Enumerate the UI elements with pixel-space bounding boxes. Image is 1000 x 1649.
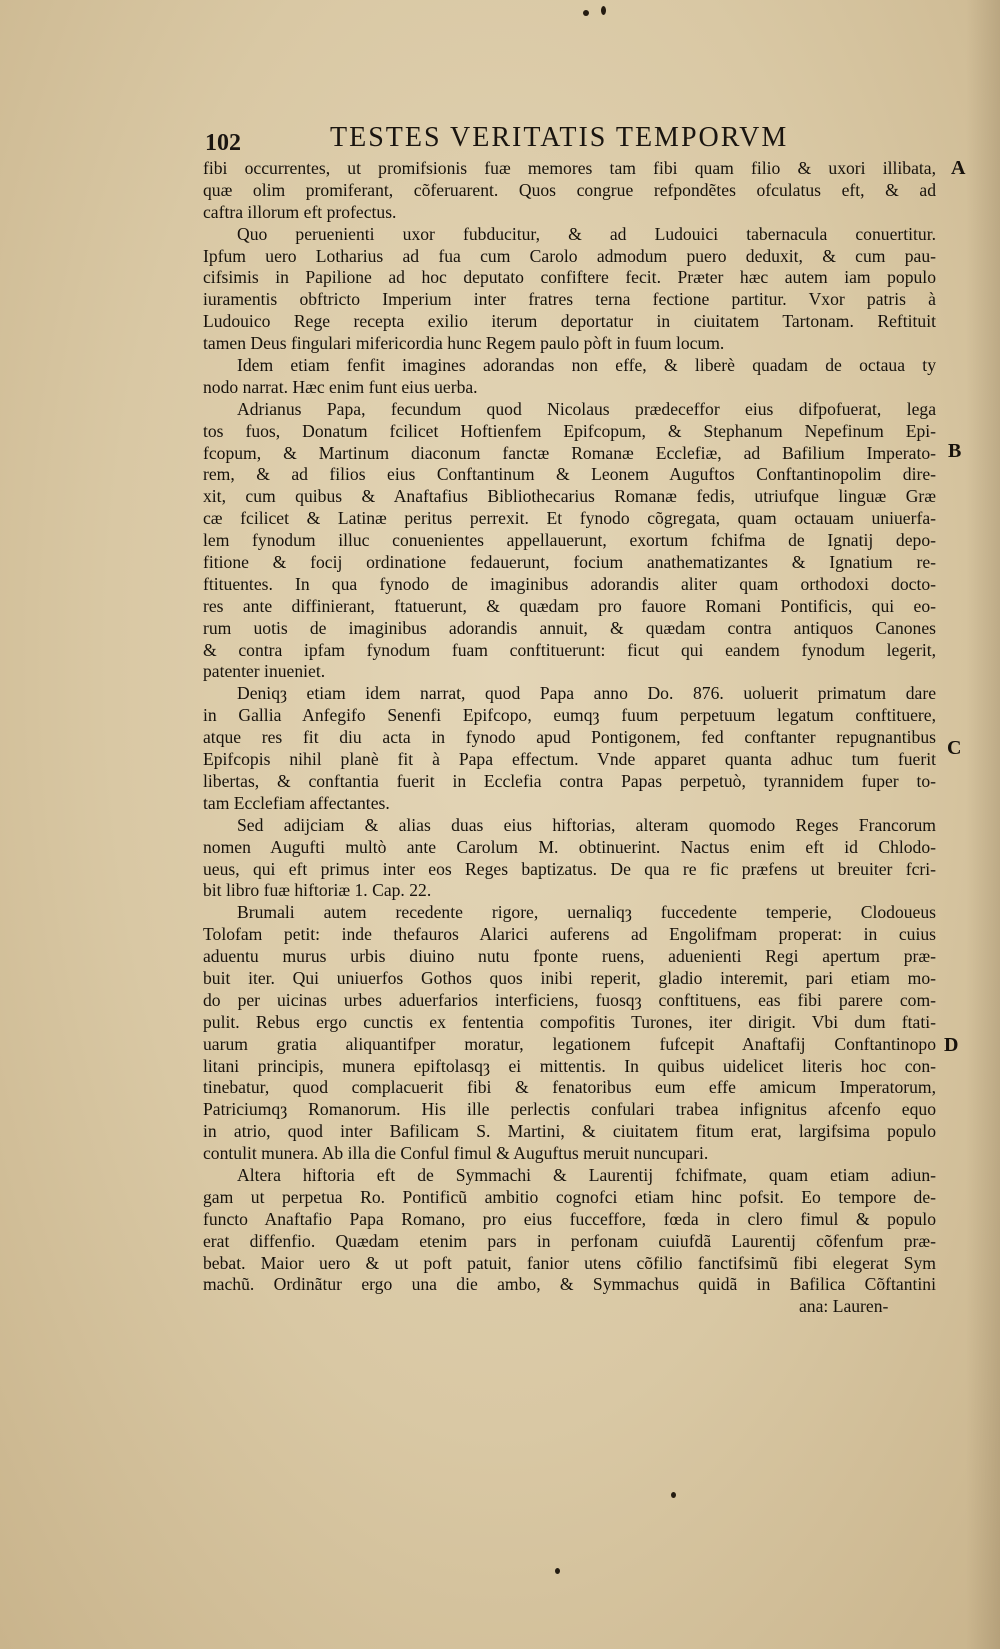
- body-text: [203, 158, 936, 1318]
- page-header: [205, 122, 840, 154]
- text-line: fitione & focij ordinatione fedauerunt, focium anathematizantes & Ignatium re-: [203, 552, 936, 573]
- text-line: Sed adijciam & alias duas eius hiftorias, alteram quomodo Reges Francorum: [237, 814, 936, 835]
- text-line: cifsimis in Papilione ad hoc deputato confiftere fecit. Præter hæc autem iam populo: [203, 267, 936, 288]
- text-line: nodo narrat. Hæc enim funt eius uerba.: [203, 376, 478, 397]
- text-line: Ludouico Rege recepta exilio iterum deportatur in ciuitatem Tartonam. Reftituit: [203, 311, 936, 332]
- margin-letter-c: C: [947, 737, 962, 759]
- ink-speck: [671, 1492, 676, 1498]
- text-line: Tolofam petit: inde thefauros Alarici auferens ad Engolifmam properat: in cuius: [203, 924, 936, 945]
- text-line: Patriciumqȝ Romanorum. His ille perlectis confulari trabea infignitus afcenfo equo: [203, 1099, 936, 1120]
- text-line: Idem etiam fenfit imagines adorandas non effe, & liberè quadam de octaua ty: [237, 355, 936, 376]
- text-line: xit, cum quibus & Anaftafius Bibliothecarius Romanæ fedis, utriufque linguæ Græ: [203, 486, 936, 507]
- text-line: patenter inueniet.: [203, 661, 326, 682]
- text-line: iuramentis obftricto Imperium inter fratres terna fectione partitur. Vxor patris à: [203, 289, 936, 310]
- text-line: contulit munera. Ab illa die Conful fimul & Auguftus meruit nuncupari.: [203, 1143, 709, 1164]
- running-title: TESTES VERITATIS TEMPORVM: [330, 122, 789, 153]
- text-line: nomen Augufti multò ante Carolum M. obtinuerint. Nactus enim eft id Chlodo-: [203, 836, 936, 857]
- text-line: erat diffenfio. Quædam etenim pars in perfonam cuiufdã Laurentij cõfenfum præ-: [203, 1230, 936, 1251]
- text-line: bit libro fuæ hiftoriæ 1. Cap. 22.: [203, 880, 432, 901]
- ink-speck: [555, 1568, 560, 1574]
- text-line: do per uicinas urbes aduerfarios interficiens, fuosqȝ conftituens, eas fibi parere com-: [203, 989, 936, 1010]
- text-line: uarum gratia aliquantifper moratur, legationem fufcepit Anaftafij Conftantinopo: [203, 1033, 936, 1054]
- text-line: litani principis, munera epiftolasqȝ ei mittentis. In quibus uidelicet literis hoc con-: [203, 1055, 936, 1076]
- text-line: aduentu murus urbis diuino nutu fponte ruens, aduenienti Regi apertum præ-: [203, 946, 936, 967]
- text-line: Quo peruenienti uxor fubducitur, & ad Ludouici tabernacula conuertitur.: [237, 223, 936, 244]
- text-line: quæ olim promiferant, cõferuarent. Quos congrue refpondẽtes ofculatus eft, & ad: [203, 179, 936, 200]
- margin-letter-a: A: [951, 157, 966, 179]
- text-line: libertas, & conftantia fuerit in Ecclefia contra Papas perpetuò, tyrannidem fuper to-: [203, 770, 936, 791]
- text-line: fcopum, & Martinum diaconum fanctæ Romanæ Ecclefiæ, ad Bafilium Imperato-: [203, 442, 936, 463]
- text-line: gam ut perpetua Ro. Pontificũ ambitio cognofci etiam hinc pofsit. Eo tempore de-: [203, 1186, 936, 1207]
- page-gutter-shadow: [966, 0, 1000, 1649]
- text-line: machũ. Ordinãtur ergo una die ambo, & Symmachus quidã in Bafilica Cõftantini: [203, 1274, 936, 1295]
- text-line: & contra ipfam fynodum fuam conftituerunt: ficut qui eandem fynodum legerit,: [203, 639, 936, 660]
- text-line: caftra illorum eft profectus.: [203, 201, 397, 222]
- text-line: rum uotis de imaginibus adorandis annuit, & quædam contra antiquos Canones: [203, 617, 936, 638]
- text-line: rem, & ad filios eius Conftantinum & Leonem Auguftos Conftantinopolim dire-: [203, 464, 936, 485]
- text-line: Deniqȝ etiam idem narrat, quod Papa anno Do. 876. uoluerit primatum dare: [237, 683, 936, 704]
- text-line: Epifcopis nihil planè fit à Papa effectum. Vnde apparet quanta adhuc tum fuerit: [203, 749, 936, 770]
- text-line: tam Ecclefiam affectantes.: [203, 792, 390, 813]
- text-line: Adrianus Papa, fecundum quod Nicolaus prædeceffor eius difpofuerat, lega: [237, 398, 936, 419]
- text-line: pulit. Rebus ergo cunctis ex fententia compofitis Turones, iter dirigit. Vbi dum ftati-: [203, 1011, 936, 1032]
- text-line: ftituentes. In qua fynodo de imaginibus adorandis aliter quam orthodoxi docto-: [203, 573, 936, 594]
- margin-letter-b: B: [948, 440, 962, 462]
- text-line: res ante diffinierant, ftatuerunt, & quædam pro fauore Romani Pontificis, qui eo-: [203, 595, 936, 616]
- text-line: atque res fit diu acta in fynodo apud Pontigonem, fed conftanter repugnantibus: [203, 727, 936, 748]
- margin-letter-d: D: [944, 1034, 959, 1056]
- text-line: cæ fcilicet & Latinæ peritus perrexit. Et fynodo cõgregata, quam octauam uniuerfa-: [203, 508, 936, 529]
- text-line: tamen Deus fingulari mifericordia hunc Regem paulo pòft in fuum locum.: [203, 333, 725, 354]
- text-line: ueus, qui eft primus inter eos Reges baptizatus. De qua re fic præfens ut breuiter fcri-: [203, 858, 936, 879]
- text-line: buit iter. Qui uniuerfos Gothos quos inibi reperit, gladio interemit, pari etiam mo-: [203, 967, 936, 988]
- text-line: bebat. Maior uero & ut poft patuit, fanior utens cõfilio fanctifsimũ fibi elegerat Sym: [203, 1252, 936, 1273]
- text-line: Altera hiftoria eft de Symmachi & Laurentij fchifmate, quam etiam adiun-: [237, 1164, 936, 1185]
- catchword-line: ana: Lauren-: [799, 1296, 889, 1317]
- text-line: Ipfum uero Lotharius ad fua cum Carolo admodum puero deduxit, & cum pau-: [203, 245, 936, 266]
- text-line: in Gallia Anfegifo Senenfi Epifcopo, eumqȝ fuum perpetuum legatum conftituere,: [203, 705, 936, 726]
- ink-speck: [601, 6, 606, 15]
- ink-speck: [583, 10, 589, 16]
- text-line: in atrio, quod inter Bafilicam S. Martini, & ciuitatem fitum erat, largifsima populo: [203, 1121, 936, 1142]
- text-line: tinebatur, quod complacuerit fibi & fenatoribus eum effe amicum Imperatorum,: [203, 1077, 936, 1098]
- text-line: fibi occurrentes, ut promifsionis fuæ memores tam fibi quam filio & uxori illibata,: [203, 158, 936, 178]
- page-number: 102: [205, 130, 241, 156]
- text-line: lem fynodum illuc conuenientes appellauerunt, exortum fchifma de Ignatij depo-: [203, 530, 936, 551]
- text-line: functo Anaftafio Papa Romano, pro eius fucceffore, fœda in clero fimul & populo: [203, 1208, 936, 1229]
- text-line: tos fuos, Donatum fcilicet Hoftienfem Epifcopum, & Stephanum Nepefinum Epi-: [203, 420, 936, 441]
- text-line: Brumali autem recedente rigore, uernaliqȝ fuccedente temperie, Clodoueus: [237, 902, 936, 923]
